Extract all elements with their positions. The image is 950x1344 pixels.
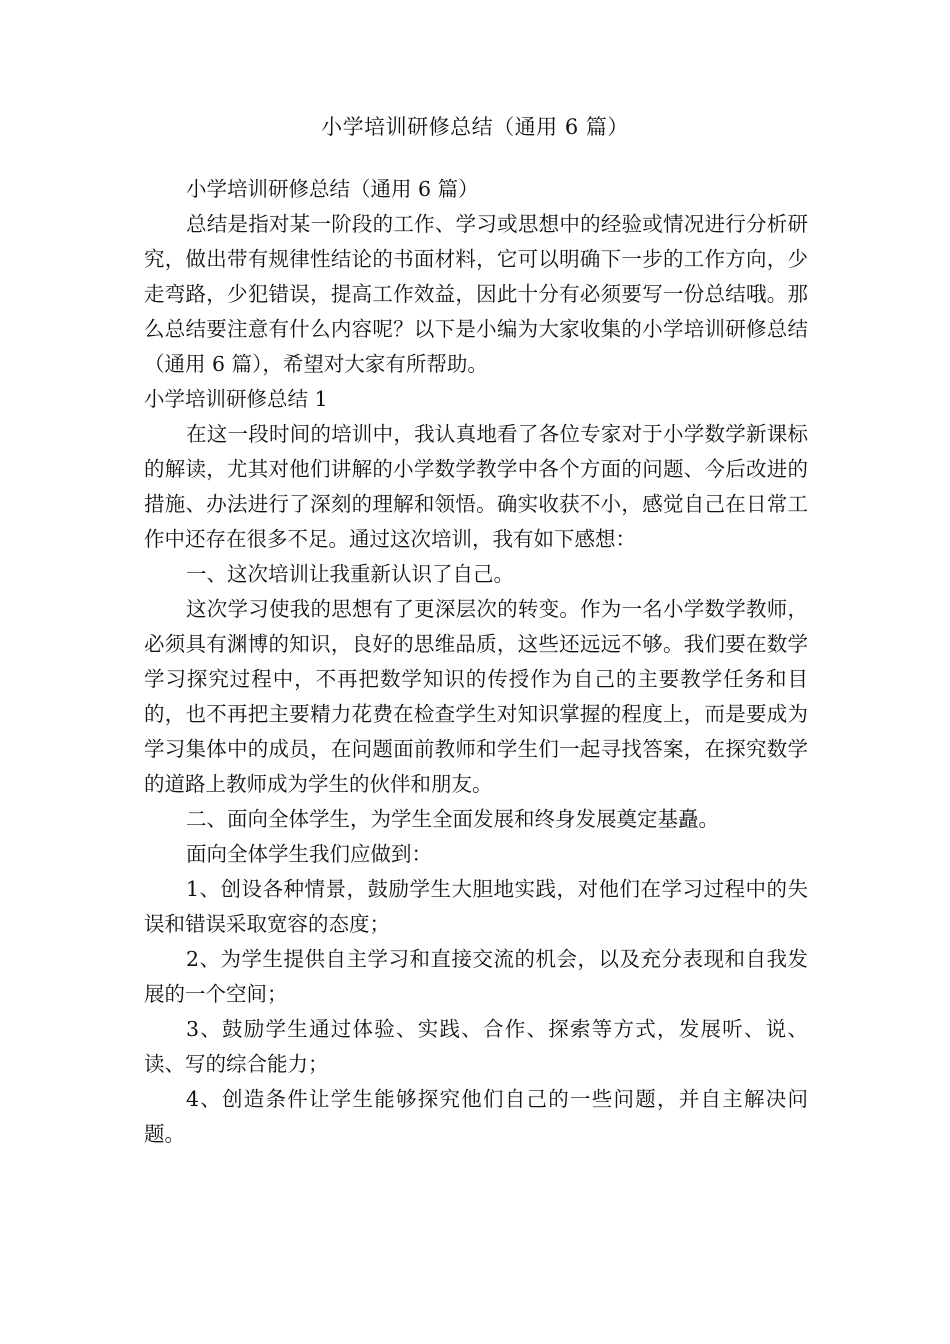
paragraph-point-1: 这次学习使我的思想有了更深层次的转变。作为一名小学数学教师，必须具有渊博的知识，良好的思维品质，这些还远远不够。我们要在数学学习探究过程中，不再把数学知识的传授作为自己的主要教学任务和目的，也不再把主要精力花费在检查学生对知识掌握的程度上，而是要成为学习集体中的成员，在问题面前教师和学生们一起寻找答案，在探究数学的道路上教师成为学生的伙伴和朋友。 xyxy=(144,597,808,796)
list-item-3: 3、鼓励学生通过体验、实践、合作、探索等方式，发展听、说、读、写的综合能力； xyxy=(144,1017,808,1076)
point-heading-2: 二、面向全体学生，为学生全面发展和终身发展奠定基矗。 xyxy=(186,807,719,831)
paragraph-intro: 总结是指对某一阶段的工作、学习或思想中的经验或情况进行分析研究，做出带有规律性结论的书面材料，它可以明确下一步的工作方向，少走弯路，少犯错误，提高工作效益，因此十分有必须要写一份总结哦。那么总结要注意有什么内容呢？以下是小编为大家收集的小学培训研修总结（通用 6 篇），希望对大家有所帮助。 xyxy=(144,212,808,376)
section-heading-1: 小学培训研修总结 1 xyxy=(144,387,328,411)
document-body xyxy=(144,172,808,1152)
paragraph-point-2-intro: 面向全体学生我们应做到： xyxy=(186,842,432,866)
document-title: 小学培训研修总结（通用 6 篇） xyxy=(321,115,629,139)
paragraph-subtitle: 小学培训研修总结（通用 6 篇） xyxy=(186,177,479,201)
list-item-2: 2、为学生提供自主学习和直接交流的机会，以及充分表现和自我发展的一个空间； xyxy=(144,947,808,1006)
list-item-1: 1、创设各种情景，鼓励学生大胆地实践，对他们在学习过程中的失误和错误采取宽容的态度； xyxy=(144,877,808,936)
list-item-4: 4、创造条件让学生能够探究他们自己的一些问题，并自主解决问题。 xyxy=(144,1087,808,1146)
paragraph-section-1-intro: 在这一段时间的培训中，我认真地看了各位专家对于小学数学新课标的解读，尤其对他们讲解的小学数学教学中各个方面的问题、今后改进的措施、办法进行了深刻的理解和领悟。确实收获不小，感觉自己在日常工作中还存在很多不足。通过这次培训，我有如下感想： xyxy=(144,422,808,551)
point-heading-1: 一、这次培训让我重新认识了自己。 xyxy=(186,562,514,586)
